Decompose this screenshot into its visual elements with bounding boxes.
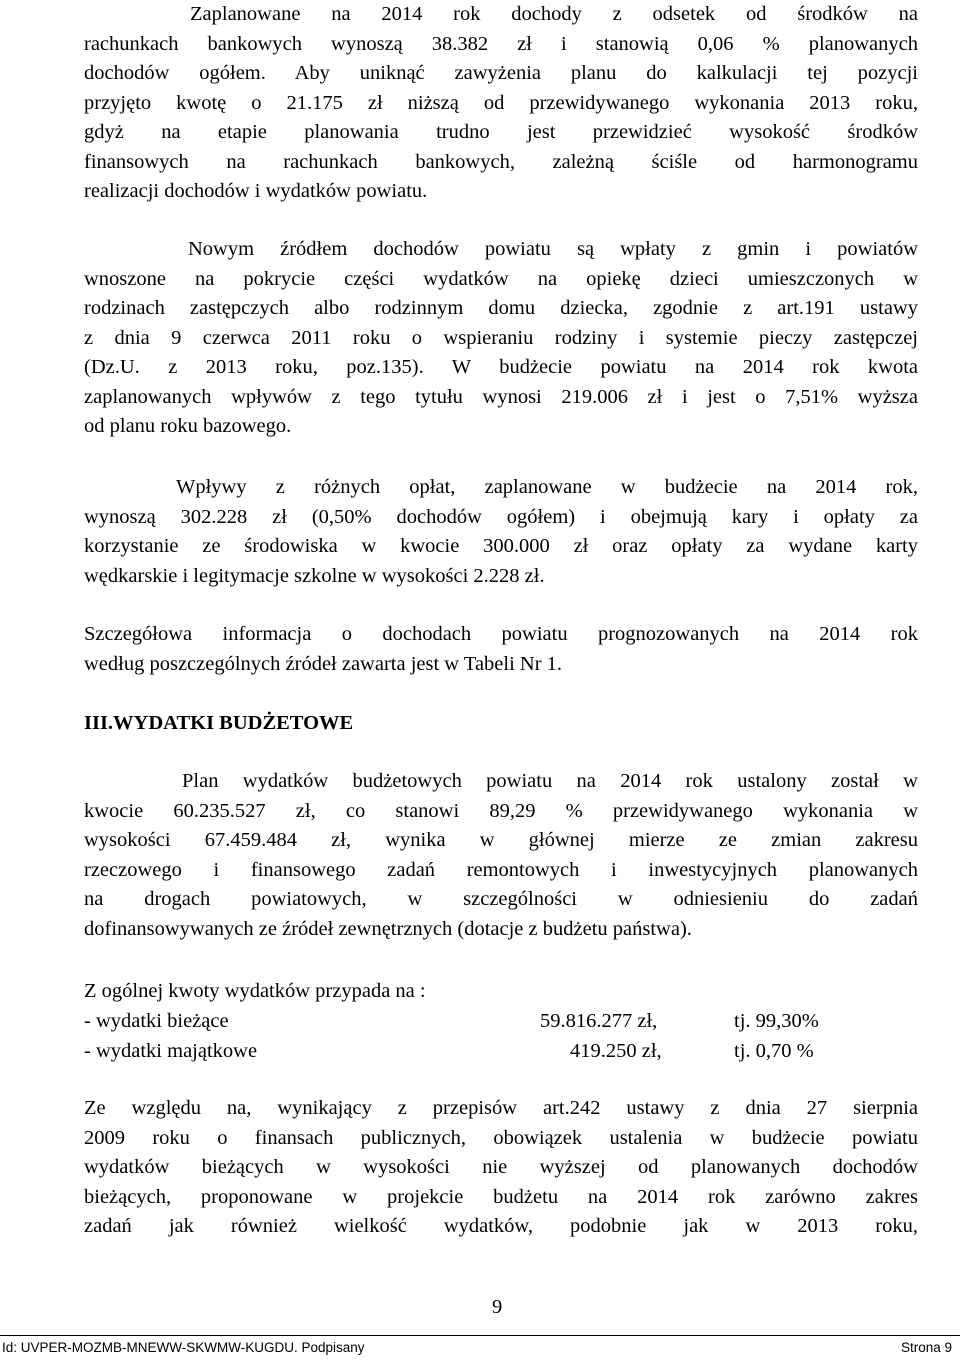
list-item-label: - wydatki bieżące	[84, 1010, 229, 1032]
list-item-percent: tj. 0,70 %	[734, 1040, 814, 1062]
paragraph-legal-basis	[84, 1094, 918, 1242]
text-line: wnoszone na pokrycie części wydatków na opiekę dzieci umieszczonych w	[84, 267, 918, 290]
text-line: Wpływy z różnych opłat, zaplanowane w budżecie na 2014 rok,	[176, 476, 918, 498]
page-number: 9	[492, 1296, 503, 1318]
list-intro	[84, 976, 924, 1006]
list-item-percent: tj. 99,30%	[734, 1010, 819, 1032]
text-line: wynoszą 302.228 zł (0,50% dochodów ogółem) i obejmują kary i opłaty za	[84, 505, 918, 528]
text-line: realizacji dochodów i wydatków powiatu.	[84, 180, 428, 202]
paragraph-new-income-source	[84, 235, 918, 442]
text-line: rachunkach bankowych wynoszą 38.382 zł i stanowią 0,06 % planowanych	[84, 32, 918, 55]
text-line: wysokości 67.459.484 zł, wynika w głównej mierze ze zmian zakresu	[84, 829, 918, 851]
section-heading: III.WYDATKI BUDŻETOWE	[84, 712, 354, 734]
paragraph-expenditure-plan	[84, 767, 918, 944]
text-line: Plan wydatków budżetowych powiatu na 2014 rok ustalony został w	[182, 770, 918, 792]
footer-divider	[0, 1335, 960, 1336]
text-line: kwocie 60.235.527 zł, co stanowi 89,29 % przewidywanego wykonania w	[84, 799, 918, 822]
text-line: rodzinach zastępczych albo rodzinnym domu dziecka, zgodnie z art.191 ustawy	[84, 297, 918, 319]
text-line: Ze względu na, wynikający z przepisów art.242 ustawy z dnia 27 sierpnia	[84, 1097, 918, 1119]
footer-document-id: Id: UVPER-MOZMB-MNEWW-SKWMW-KUGDU. Podpisany	[2, 1340, 365, 1355]
text-line: korzystanie ze środowiska w kwocie 300.000 zł oraz opłaty za wydane karty	[84, 535, 918, 557]
paragraph-detail-info	[84, 620, 918, 679]
footer-page-label: Strona 9	[900, 1340, 952, 1355]
paragraph-fees	[84, 473, 918, 591]
list-item	[84, 1006, 924, 1036]
text-line: zadań jak również wielkość wydatków, podobnie jak w 2013 roku,	[84, 1215, 918, 1237]
text-line: (Dz.U. z 2013 roku, poz.135). W budżecie powiatu na 2014 rok kwota	[84, 356, 918, 378]
list-intro-text: Z ogólnej kwoty wydatków przypada na :	[84, 980, 426, 1002]
text-line: dofinansowywanych ze źródeł zewnętrznych (dotacje z budżetu państwa).	[84, 917, 692, 940]
text-line: rzeczowego i finansowego zadań remontowych i inwestycyjnych planowanych	[84, 858, 918, 881]
text-line: bieżących, proponowane w projekcie budżetu na 2014 rok zarówno zakres	[84, 1185, 918, 1208]
text-line: od planu roku bazowego.	[84, 415, 292, 437]
text-line: na drogach powiatowych, w szczególności w odniesieniu do zadań	[84, 888, 918, 910]
text-line: 2009 roku o finansach publicznych, obowiązek ustalenia w budżecie powiatu	[84, 1126, 918, 1149]
text-line: wędkarskie i legitymacje szkolne w wysokości 2.228 zł.	[84, 564, 545, 587]
text-line: przyjęto kwotę o 21.175 zł niższą od przewidywanego wykonania 2013 roku,	[84, 91, 918, 114]
text-line: Szczegółowa informacja o dochodach powiatu prognozowanych na 2014 rok	[84, 623, 918, 645]
text-line: gdyż na etapie planowania trudno jest przewidzieć wysokość środków	[84, 121, 918, 143]
text-line: z dnia 9 czerwca 2011 roku o wspieraniu rodziny i systemie pieczy zastępczej	[84, 326, 918, 349]
text-line: finansowych na rachunkach bankowych, zależną ściśle od harmonogramu	[84, 150, 918, 173]
text-line: wydatków bieżących w wysokości nie wyższej od planowanych dochodów	[84, 1156, 918, 1178]
list-item-amount: 59.816.277 zł,	[540, 1010, 658, 1032]
text-line: zaplanowanych wpływów z tego tytułu wynosi 219.006 zł i jest o 7,51% wyższa	[84, 385, 918, 408]
list-item	[84, 1036, 924, 1066]
list-item-amount: 419.250 zł,	[570, 1040, 662, 1062]
text-line: Zaplanowane na 2014 rok dochody z odsetek od środków na	[190, 3, 918, 25]
paragraph-interest-income	[84, 0, 918, 207]
text-line: według poszczególnych źródeł zawarta jest w Tabeli Nr 1.	[84, 652, 563, 675]
list-item-label: - wydatki majątkowe	[84, 1040, 258, 1062]
text-line: Nowym źródłem dochodów powiatu są wpłaty z gmin i powiatów	[188, 238, 918, 260]
text-line: dochodów ogółem. Aby uniknąć zawyżenia planu do kalkulacji tej pozycji	[84, 62, 918, 84]
